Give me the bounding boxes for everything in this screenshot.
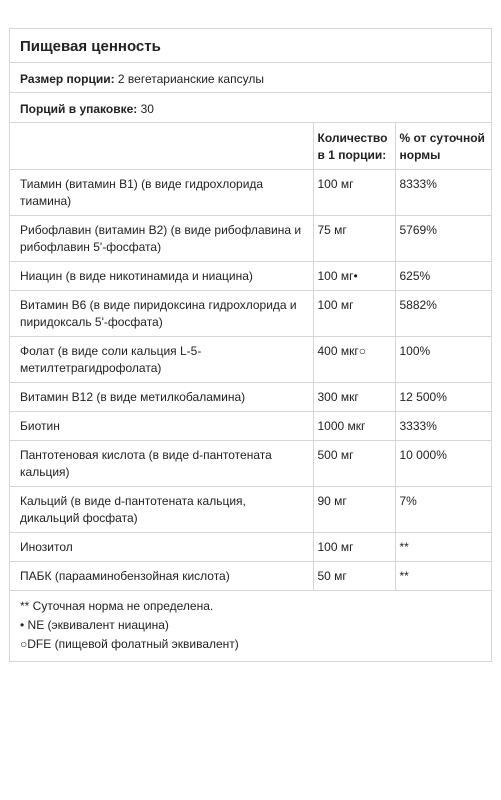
header-daily-value: % от суточной нормы [395, 123, 491, 170]
nutrient-daily-value: ** [395, 562, 491, 591]
table-row [10, 441, 491, 487]
nutrient-name: Витамин B6 (в виде пиридоксина гидрохлорида и пиридоксаль 5'-фосфата) [10, 291, 313, 337]
panel-title: Пищевая ценность [10, 29, 491, 63]
nutrient-amount: 100 мг [313, 533, 395, 562]
header-nutrient [10, 123, 313, 170]
serving-size-value: 2 вегетарианские капсулы [114, 72, 264, 86]
serving-size-label: Размер порции: [20, 72, 115, 86]
nutrient-table [10, 123, 491, 591]
servings-per-container-row [10, 93, 491, 123]
nutrient-daily-value: 10 000% [395, 441, 491, 487]
table-row [10, 487, 491, 533]
footnote-folate-equivalent: ○DFE (пищевой фолатный эквивалент) [20, 637, 239, 651]
nutrient-name: Ниацин (в виде никотинамида и ниацина) [10, 262, 313, 291]
nutrient-amount: 1000 мкг [313, 412, 395, 441]
nutrient-amount: 100 мг [313, 170, 395, 216]
table-row [10, 562, 491, 591]
nutrient-name: Рибофлавин (витамин B2) (в виде рибофлавина и рибофлавин 5'-фосфата) [10, 216, 313, 262]
nutrient-daily-value: 5769% [395, 216, 491, 262]
table-row [10, 337, 491, 383]
nutrient-daily-value: 7% [395, 487, 491, 533]
nutrient-amount: 50 мг [313, 562, 395, 591]
nutrient-amount: 100 мг [313, 291, 395, 337]
servings-per-container-value: 30 [137, 102, 154, 116]
nutrient-name: Витамин B12 (в виде метилкобаламина) [10, 383, 313, 412]
table-row [10, 216, 491, 262]
nutrient-name: Фолат (в виде соли кальция L-5-метилтетрагидрофолата) [10, 337, 313, 383]
nutrient-amount: 75 мг [313, 216, 395, 262]
nutrient-name: Биотин [10, 412, 313, 441]
nutrition-facts-panel [9, 28, 492, 662]
nutrient-daily-value: ** [395, 533, 491, 562]
nutrient-daily-value: 12 500% [395, 383, 491, 412]
nutrient-name: Кальций (в виде d-пантотената кальция, дикальций фосфата) [10, 487, 313, 533]
nutrient-daily-value: 3333% [395, 412, 491, 441]
nutrient-daily-value: 5882% [395, 291, 491, 337]
footnote-not-established: ** Суточная норма не определена. [20, 599, 214, 613]
nutrient-amount: 90 мг [313, 487, 395, 533]
nutrient-amount: 100 мг• [313, 262, 395, 291]
table-row [10, 533, 491, 562]
table-row [10, 291, 491, 337]
servings-per-container-label: Порций в упаковке: [20, 102, 138, 116]
nutrient-name: Инозитол [10, 533, 313, 562]
nutrient-amount: 400 мкг○ [313, 337, 395, 383]
header-amount: Количество в 1 порции: [313, 123, 395, 170]
table-row [10, 383, 491, 412]
nutrient-daily-value: 8333% [395, 170, 491, 216]
footnotes [10, 591, 491, 661]
serving-size-row [10, 63, 491, 93]
nutrient-daily-value: 100% [395, 337, 491, 383]
nutrient-name: Пантотеновая кислота (в виде d-пантотената кальция) [10, 441, 313, 487]
nutrient-name: ПАБК (парааминобензойная кислота) [10, 562, 313, 591]
nutrient-daily-value: 625% [395, 262, 491, 291]
nutrient-name: Тиамин (витамин B1) (в виде гидрохлорида тиамина) [10, 170, 313, 216]
table-row [10, 170, 491, 216]
nutrient-amount: 300 мкг [313, 383, 395, 412]
table-header-row [10, 123, 491, 170]
table-row [10, 412, 491, 441]
nutrient-amount: 500 мг [313, 441, 395, 487]
table-row [10, 262, 491, 291]
footnote-niacin-equivalent: • NE (эквивалент ниацина) [20, 618, 169, 632]
